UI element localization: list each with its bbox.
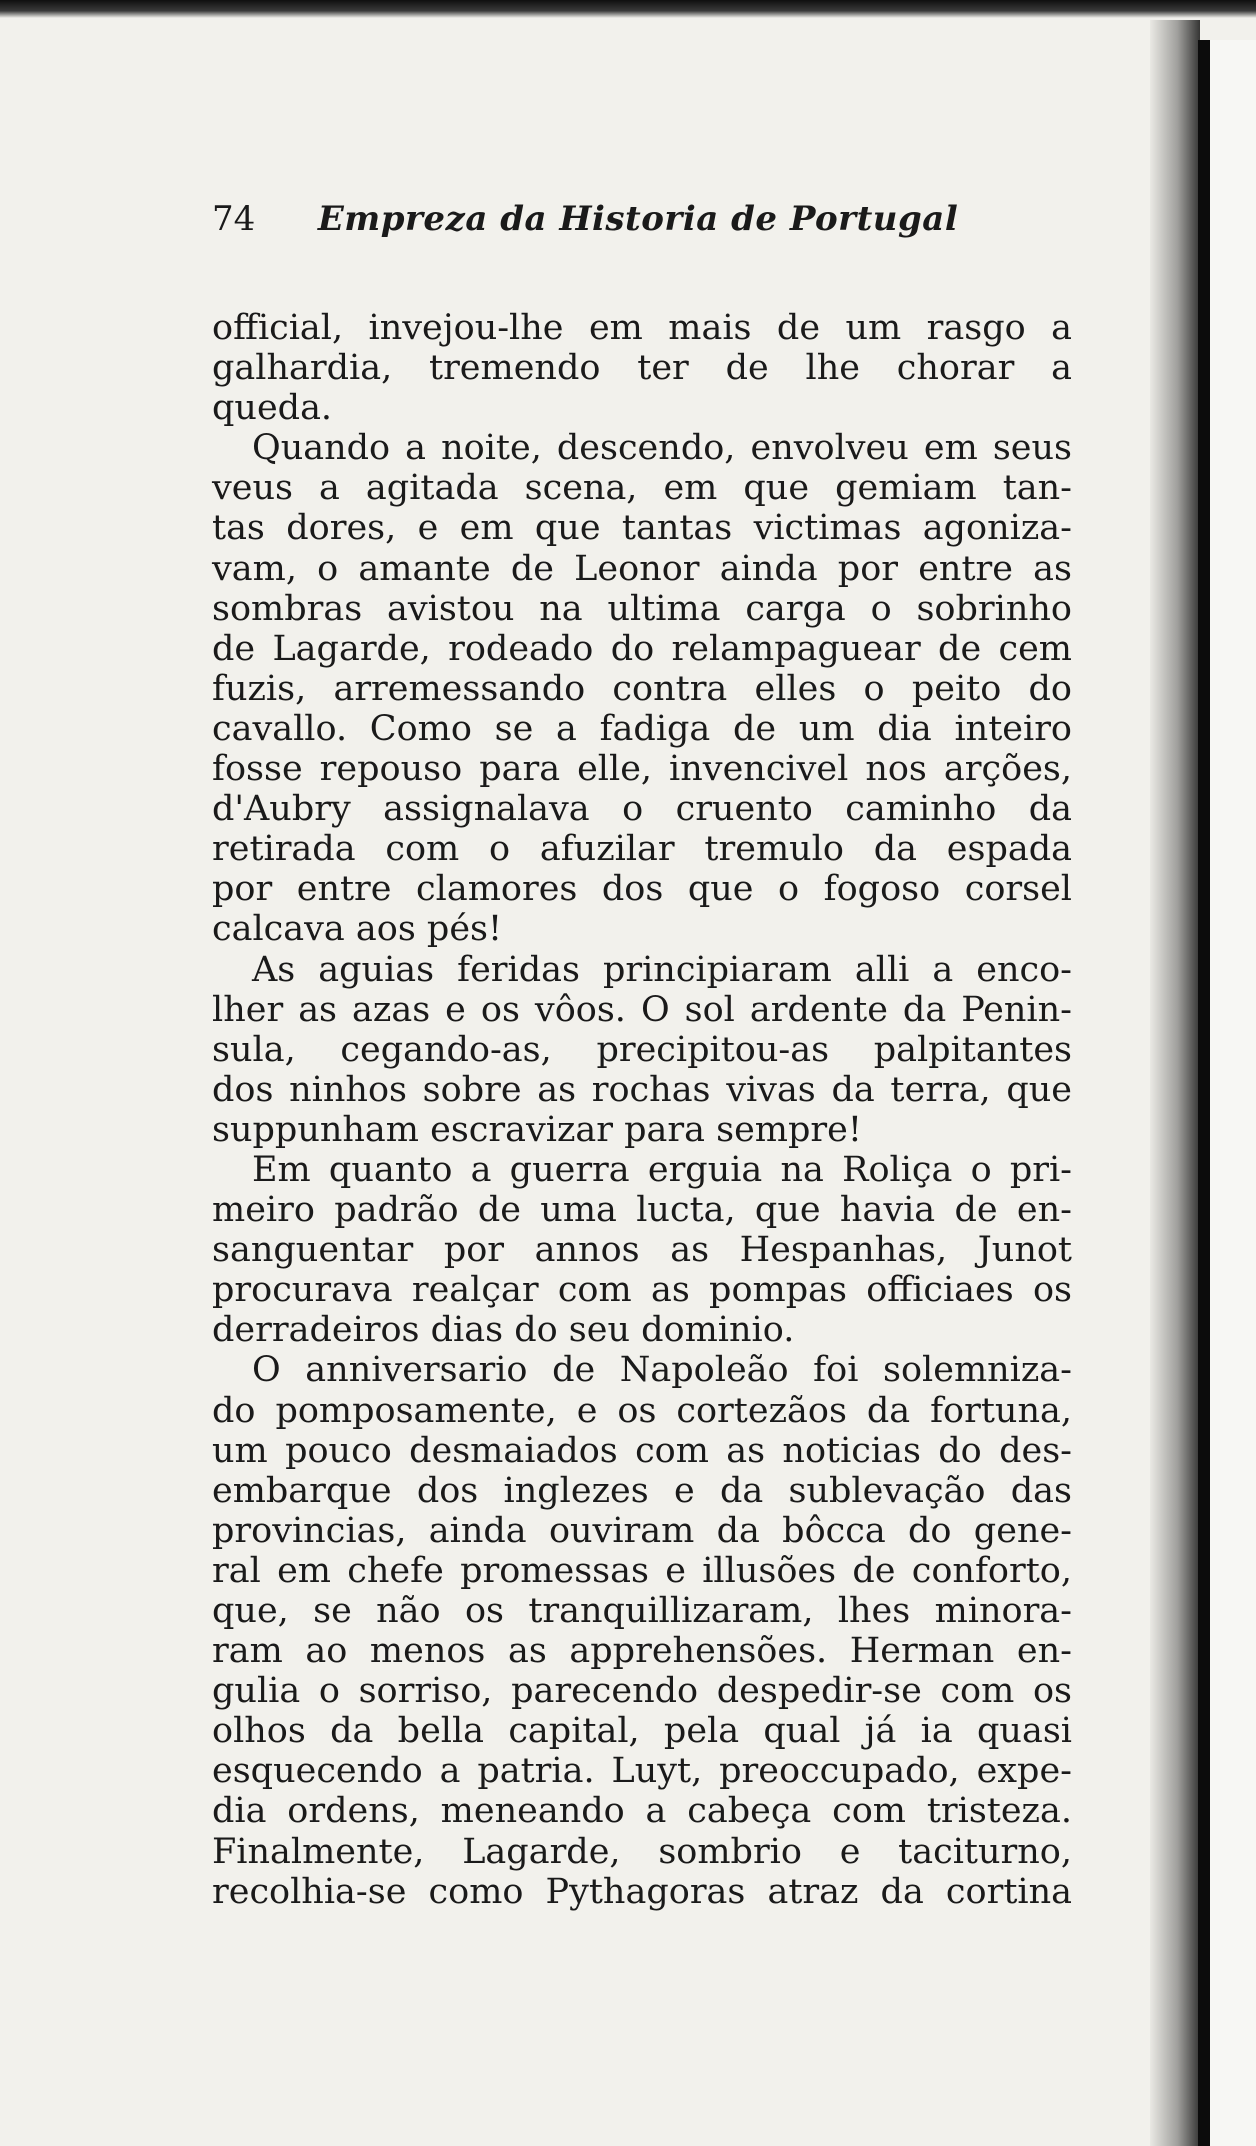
text-line: fosse repouso para elle, invencivel nos arções, — [212, 749, 1072, 790]
text-line: do pomposamente, e os cortezãos da fortuna, — [212, 1390, 1072, 1431]
text-line: O anniversario de Napoleão foi solemniza- — [252, 1350, 1072, 1391]
text-line: retirada com o afuzilar tremulo da espada — [212, 829, 1072, 870]
text-line: meiro padrão de uma lucta, que havia de en- — [212, 1190, 1072, 1231]
scan-top-edge — [0, 0, 1256, 18]
text-line: veus a agitada scena, em que gemiam tan- — [212, 468, 1072, 509]
text-line: suppunham escravizar para sempre! — [212, 1109, 862, 1150]
text-line: d'Aubry assignalava o cruento caminho da — [212, 789, 1072, 830]
text-line: queda. — [212, 388, 333, 429]
running-header — [212, 196, 972, 242]
right-margin — [1210, 40, 1256, 2146]
text-line: galhardia, tremendo ter de lhe chorar a — [212, 348, 1072, 389]
text-line: recolhia-se como Pythagoras atraz da cortina — [212, 1871, 1072, 1912]
text-line: ral em chefe promessas e illusões de conforto, — [212, 1550, 1072, 1591]
running-title: Empreza da Historia de Portugal — [317, 199, 959, 239]
text-line: provincias, ainda ouviram da bôcca do gene- — [212, 1510, 1072, 1551]
text-line: olhos da bella capital, pela qual já ia quasi — [212, 1711, 1072, 1752]
text-line: tas dores, e em que tantas victimas agoniza- — [212, 508, 1072, 549]
text-line: esquecendo a patria. Luyt, preoccupado, expe- — [212, 1751, 1072, 1792]
text-line: Quando a noite, descendo, envolveu em seus — [252, 428, 1072, 469]
text-line: um pouco desmaiados com as noticias do des- — [212, 1430, 1072, 1471]
text-line: Finalmente, Lagarde, sombrio e taciturno, — [212, 1831, 1072, 1872]
text-line: official, invejou-lhe em mais de um rasgo a — [212, 308, 1072, 348]
book-spine-shadow — [1150, 20, 1200, 2146]
text-line: derradeiros dias do seu dominio. — [212, 1310, 795, 1351]
text-line: As aguias feridas principiaram alli a enco- — [252, 949, 1072, 990]
text-line: vam, o amante de Leonor ainda por entre as — [212, 548, 1072, 589]
text-line: calcava aos pés! — [212, 909, 503, 950]
text-line: sanguentar por annos as Hespanhas, Junot — [212, 1230, 1072, 1271]
text-line: procurava realçar com as pompas officiaes os — [212, 1270, 1072, 1311]
page-number: 74 — [212, 199, 256, 239]
body-text — [212, 308, 1072, 1912]
text-line: sombras avistou na ultima carga o sobrinho — [212, 588, 1072, 629]
text-line: dos ninhos sobre as rochas vivas da terra, que — [212, 1069, 1072, 1110]
text-line: ram ao menos as apprehensões. Herman en- — [212, 1631, 1072, 1672]
text-line: sula, cegando-as, precipitou-as palpitantes — [212, 1029, 1072, 1070]
text-line: por entre clamores dos que o fogoso corsel — [212, 869, 1072, 910]
text-line: embarque dos inglezes e da sublevação das — [212, 1470, 1072, 1511]
text-line: Em quanto a guerra erguia na Roliça o pri- — [252, 1149, 1072, 1190]
book-spine-edge — [1198, 40, 1210, 2146]
text-line: lher as azas e os vôos. O sol ardente da Penin- — [212, 989, 1072, 1030]
text-line: gulia o sorriso, parecendo despedir-se com os — [212, 1671, 1072, 1712]
text-line: de Lagarde, rodeado do relampaguear de cem — [212, 628, 1072, 669]
text-line: que, se não os tranquillizaram, lhes minora- — [212, 1591, 1072, 1631]
text-line: dia ordens, meneando a cabeça com tristeza. — [212, 1791, 1072, 1832]
text-line: cavallo. Como se a fadiga de um dia inteiro — [212, 708, 1072, 749]
text-line: fuzis, arremessando contra elles o peito do — [212, 668, 1072, 709]
